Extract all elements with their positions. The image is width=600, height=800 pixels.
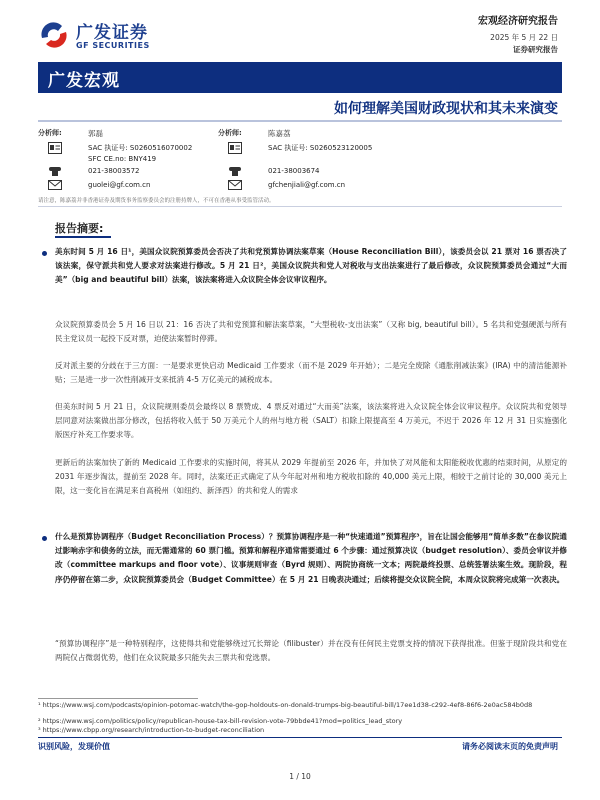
summary-paragraph-2: 众议院预算委员会 5 月 16 日以 21：16 否决了共和党预算和解法案草案，“大型税收-支出法案”（又称 big, beautiful bill）。5 名共和党强硬派与所有民主党议员一起投下反对票，迫使法案暂时停滞。 — [55, 320, 567, 344]
footnote-2[interactable]: ² https://www.wsj.com/politics/policy/republican-house-tax-bill-revision-vote-79bbde41?mod=politics_lead_story — [38, 717, 403, 725]
page-number: 1 / 10 — [289, 772, 311, 781]
footnote-divider — [38, 698, 198, 699]
logo-chinese-text: 广发证券 — [76, 23, 148, 43]
analyst-phone: 021-38003572 — [88, 167, 140, 175]
summary-paragraph-7: “预算协调程序”是一种特别程序，这使得共和党能够绕过冗长辩论（filibuster）并在没有任何民主党票支持的情况下获得批准。但鉴于现阶段共和党在两院仅占微弱优势，他们在众议院最多只能失去三票共和党选票。 — [55, 639, 567, 663]
analyst-sac: SAC 执证号: S0260523120005 — [268, 144, 373, 152]
summary-paragraph-6: 什么是预算协调程序（Budget Reconciliation Process）？预算协调程序是一种“快速通道”预算程序³，旨在让国会能够用“简单多数”在参议院通过影响赤字和债务的立法，而无需通常的 60 票门槛。预算和解程序通常需要通过 6 个步骤：通过预算决议（budget resolution）、委员会审议并修改（committee markups and floor vote）、议事规则审查（Byrd 规则）、两院协商统一文本；两院最终投票、总统签署法案生效。现阶段，程序仍停留在第二步，众议院预算委员会（Budget Committee）在 5 月 21 日晚表决通过；后续将提交众议院全院，本周众议院将完成第一次表决。 — [55, 532, 567, 584]
summary-paragraph-5: 更新后的法案加快了新的 Medicaid 工作要求的实施时间，将其从 2029 年提前至 2026 年，并加快了对风能和太阳能税收优惠的结束时间，从原定的 2031 年逐步淘汰，提前至 2028 年。同时，法案还正式确定了从今年起对州和地方税收扣除的 40,000 美元上限，相较于之前讨论的 30,000 美元上限，这一变化旨在满足来自高税州（如纽约、新泽西）的共和党人的需求 — [55, 458, 567, 496]
footnote-3[interactable]: ³ https://www.cbpp.org/research/introduction-to-budget-reconciliation — [38, 726, 265, 734]
analyst-email[interactable]: gfchenjiali@gf.com.cn — [268, 181, 346, 189]
analyst-label: 分析师: — [38, 129, 62, 137]
phone-icon — [48, 165, 62, 177]
gf-logo-icon — [38, 18, 70, 50]
section-banner — [38, 62, 562, 92]
report-type: 宏观经济研究报告 — [478, 16, 558, 27]
footnote-1[interactable]: ¹ https://www.wsj.com/podcasts/opinion-potomac-watch/the-gop-holdouts-on-donald-trumps-big-beautiful-bill/17ee1d38-c292-4ef8-86f6-2e0ac584b0d8 — [38, 701, 533, 709]
analyst-card-chen-jiali — [218, 126, 458, 192]
analyst-email[interactable]: guolei@gf.com.cn — [88, 181, 151, 189]
bullet-icon — [42, 251, 47, 256]
report-title: 如何理解美国财政现状和其未来演变 — [334, 101, 558, 117]
summary-paragraph-4: 但美东时间 5 月 21 日，众议院规则委员会最终以 8 票赞成、4 票反对通过“大而美”法案，该法案将进入众议院全体会议审议程序。众议院共和党领导层同意对法案做出部分修改，包括将收入低于 50 万美元个人的州与地方税（SALT）扣除上限提高至 4 万美元，不迟于 2026 年 12 月 31 日实施强化版医疗补充工作要求等。 — [55, 402, 567, 440]
summary-paragraph-3: 反对派主要的分歧在于三方面：一是要求更快启动 Medicaid 工作要求（而不是 2029 年开始）；二是完全废除《通胀削减法案》(IRA) 中的清洁能源补贴；三是进一步一次性削减开支来抵消 4-5 万亿美元的减税成本。 — [55, 361, 567, 385]
email-icon — [48, 179, 62, 191]
summary-paragraph-1: 美东时间 5 月 16 日¹，美国众议院预算委员会否决了共和党预算协调法案草案（House Reconciliation Bill），该委员会以 21 票对 16 票否决了该法案，保守派共和党人要求对法案进行修改。5 月 21 日²，美国众议院共和党人对税收与支出法案进行了最后修改，众议院预算委员会通过“大而美”（big and beautiful bill）法案，该法案将进入众议院全体会议审议程序。 — [55, 247, 567, 285]
banner-divider — [38, 92, 562, 93]
footer-divider — [38, 737, 562, 738]
analyst-phone: 021-38003674 — [268, 167, 320, 175]
analyst-disclaimer: 请注意，陈嘉荔并非香港证券及期货事务监察委员会的注册持牌人，不可在香港从事受监管活动。 — [38, 198, 275, 204]
summary-heading: 报告摘要: — [55, 222, 104, 235]
summary-heading-underline — [55, 236, 111, 238]
phone-icon — [228, 165, 242, 177]
gf-securities-logo — [38, 16, 168, 56]
report-date: 2025 年 5 月 22 日 — [490, 33, 558, 42]
analyst-label: 分析师: — [218, 129, 242, 137]
analyst-sfc: SFC CE.no: BNY419 — [88, 155, 157, 163]
footer-disclaimer-link: 请务必阅读末页的免责声明 — [462, 742, 558, 751]
analyst-divider — [38, 206, 562, 207]
id-card-icon — [228, 142, 242, 154]
title-divider — [38, 120, 562, 122]
bullet-icon — [42, 536, 47, 541]
report-subtype: 证券研究报告 — [513, 45, 558, 54]
email-icon — [228, 179, 242, 191]
id-card-icon — [48, 142, 62, 154]
analyst-name: 陈嘉荔 — [268, 129, 291, 138]
footer-slogan: 识别风险，发现价值 — [38, 742, 110, 751]
analyst-name: 郭磊 — [88, 129, 103, 138]
analyst-sac: SAC 执证号: S0260516070002 — [88, 144, 193, 152]
logo-english-text: GF SECURITIES — [76, 41, 150, 50]
banner-title: 广发宏观 — [48, 71, 120, 91]
